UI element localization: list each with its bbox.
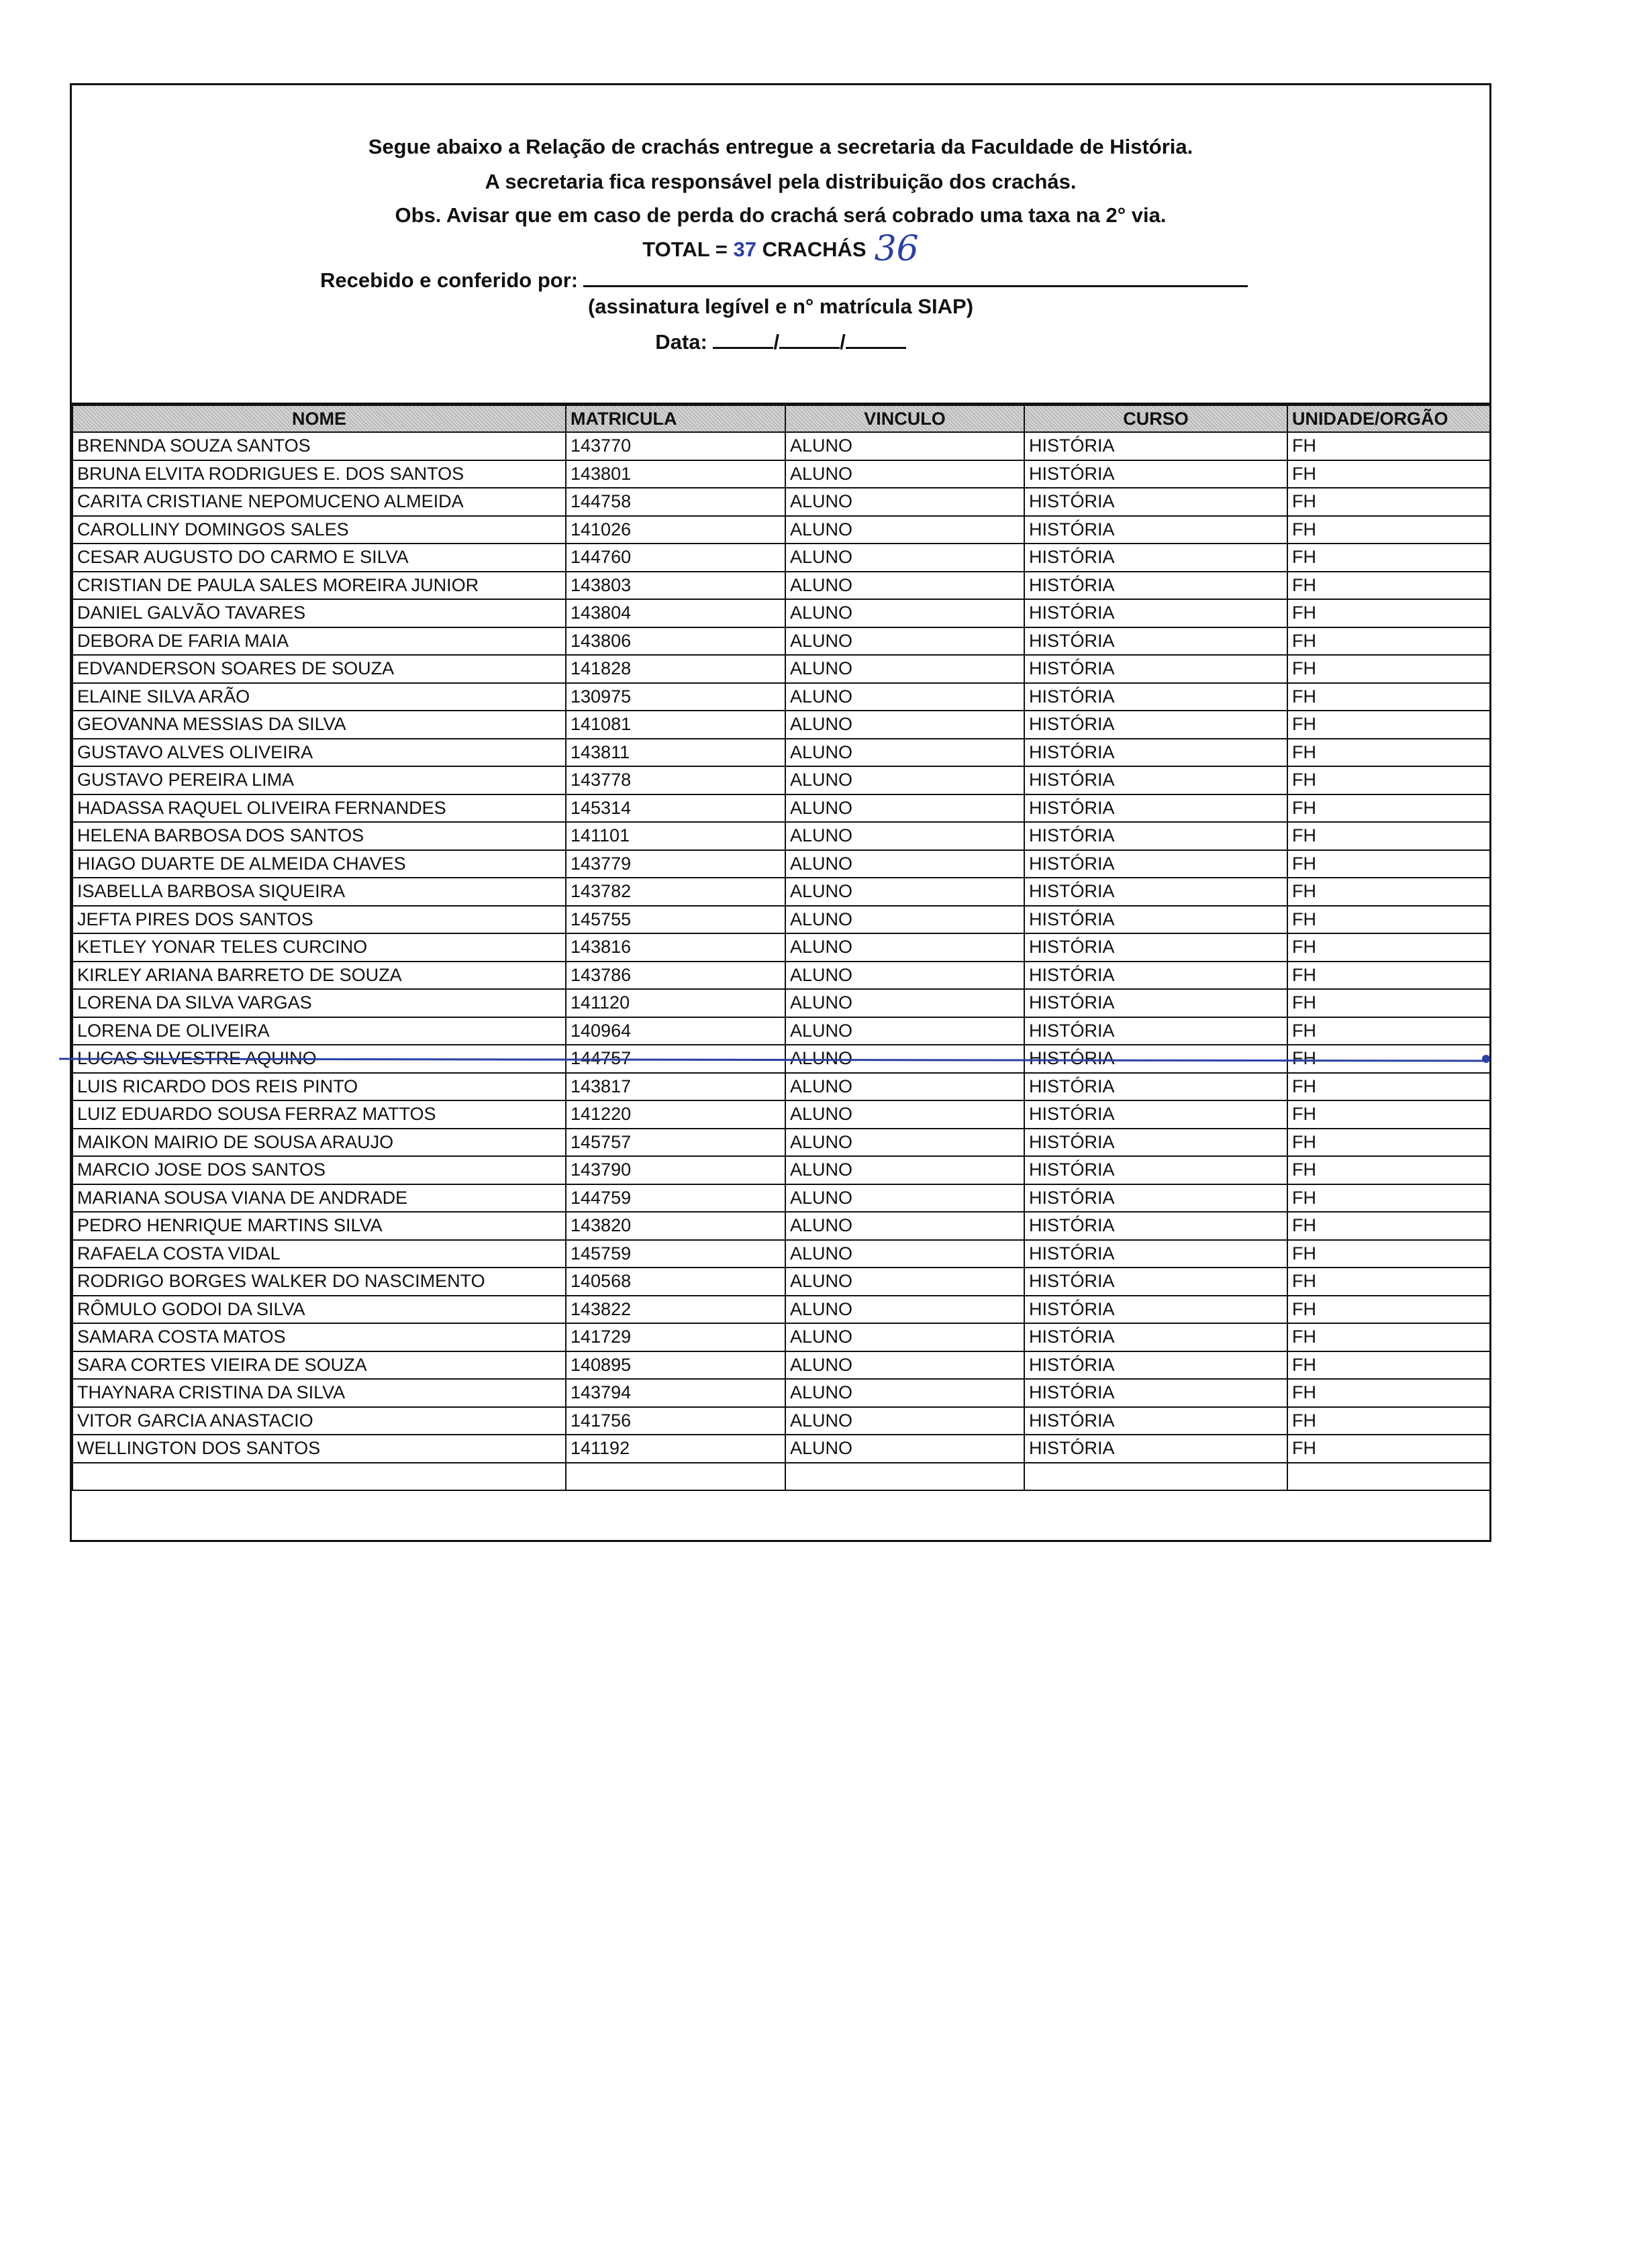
col-header-curso: CURSO <box>1024 405 1287 432</box>
cell-nome: SAMARA COSTA MATOS <box>72 1323 566 1351</box>
table-row <box>72 1156 1490 1184</box>
table-row <box>72 1435 1490 1463</box>
cell-curso: HISTÓRIA <box>1024 1323 1287 1351</box>
table-row <box>72 933 1490 962</box>
table-row <box>72 1296 1490 1324</box>
cell-vinculo: ALUNO <box>785 683 1024 711</box>
cell-nome: ISABELLA BARBOSA SIQUEIRA <box>72 878 566 906</box>
cell-curso: HISTÓRIA <box>1024 1100 1287 1129</box>
intro-line: Segue abaixo a Relação de crachás entregue a secretaria da Faculdade de História. <box>368 135 1193 158</box>
cell-vinculo: ALUNO <box>785 544 1024 572</box>
cell-vinculo: ALUNO <box>785 488 1024 516</box>
cell-unidade: FH <box>1287 460 1490 488</box>
cell-unidade: FH <box>1287 1100 1490 1129</box>
table-row <box>72 599 1490 627</box>
table-row <box>72 1100 1490 1129</box>
cell-matricula: 141729 <box>566 1323 785 1351</box>
cell-vinculo: ALUNO <box>785 1156 1024 1184</box>
cell-vinculo: ALUNO <box>785 1212 1024 1240</box>
cell-curso: HISTÓRIA <box>1024 572 1287 600</box>
cell-nome: HIAGO DUARTE DE ALMEIDA CHAVES <box>72 850 566 878</box>
cell-nome: ELAINE SILVA ARÃO <box>72 683 566 711</box>
table-header-row <box>72 405 1490 432</box>
cell-curso: HISTÓRIA <box>1024 850 1287 878</box>
cell-vinculo: ALUNO <box>785 850 1024 878</box>
cell-curso: HISTÓRIA <box>1024 794 1287 823</box>
date-year-field[interactable] <box>846 327 906 349</box>
cell-vinculo: ALUNO <box>785 1323 1024 1351</box>
cell-vinculo: ALUNO <box>785 1407 1024 1435</box>
table-row <box>72 1268 1490 1296</box>
cell-matricula: 141101 <box>566 822 785 850</box>
date-label: Data: <box>655 330 707 354</box>
cell-matricula: 143817 <box>566 1073 785 1101</box>
cell-curso: HISTÓRIA <box>1024 1184 1287 1213</box>
cell-unidade: FH <box>1287 627 1490 656</box>
table-row <box>72 711 1490 739</box>
cell-nome: SARA CORTES VIEIRA DE SOUZA <box>72 1351 566 1380</box>
table-row <box>72 683 1490 711</box>
cell-vinculo: ALUNO <box>785 962 1024 990</box>
cell-nome: GEOVANNA MESSIAS DA SILVA <box>72 711 566 739</box>
cell-nome: LUIS RICARDO DOS REIS PINTO <box>72 1073 566 1101</box>
cell-unidade: FH <box>1287 1240 1490 1268</box>
table-row <box>72 850 1490 878</box>
table-row <box>72 1129 1490 1157</box>
cell-matricula: 143786 <box>566 962 785 990</box>
cell-vinculo: ALUNO <box>785 711 1024 739</box>
cell-curso: HISTÓRIA <box>1024 1156 1287 1184</box>
cell-curso: HISTÓRIA <box>1024 1435 1287 1463</box>
cell-vinculo: ALUNO <box>785 1240 1024 1268</box>
cell-matricula: 141756 <box>566 1407 785 1435</box>
cell-unidade: FH <box>1287 989 1490 1017</box>
cell-matricula: 143782 <box>566 878 785 906</box>
cell-unidade: FH <box>1287 850 1490 878</box>
cell-vinculo: ALUNO <box>785 1045 1024 1073</box>
cell-nome: DEBORA DE FARIA MAIA <box>72 627 566 656</box>
cell-unidade: FH <box>1287 1156 1490 1184</box>
cell-nome: DANIEL GALVÃO TAVARES <box>72 599 566 627</box>
handwritten-total: 36 <box>874 229 919 269</box>
col-header-unidade: UNIDADE/ORGÃO <box>1287 405 1490 432</box>
cell-curso: HISTÓRIA <box>1024 1212 1287 1240</box>
cell-unidade: FH <box>1287 1351 1490 1380</box>
cell-vinculo: ALUNO <box>785 1184 1024 1213</box>
table-row <box>72 794 1490 823</box>
cell-nome: BRUNA ELVITA RODRIGUES E. DOS SANTOS <box>72 460 566 488</box>
cell-vinculo: ALUNO <box>785 655 1024 683</box>
cell-nome: GUSTAVO PEREIRA LIMA <box>72 766 566 794</box>
date-day-field[interactable] <box>713 327 773 349</box>
date-line: Data: / / <box>72 327 1489 356</box>
cell-matricula: 143806 <box>566 627 785 656</box>
table-row <box>72 739 1490 767</box>
cell-vinculo: ALUNO <box>785 822 1024 850</box>
cell-vinculo: ALUNO <box>785 906 1024 934</box>
cell-matricula: 140895 <box>566 1351 785 1380</box>
cell-unidade: FH <box>1287 1323 1490 1351</box>
cell-vinculo: ALUNO <box>785 933 1024 962</box>
cell-curso: HISTÓRIA <box>1024 906 1287 934</box>
table-row <box>72 1407 1490 1435</box>
cell-unidade: FH <box>1287 683 1490 711</box>
cell-nome: MARIANA SOUSA VIANA DE ANDRADE <box>72 1184 566 1213</box>
table-row <box>72 878 1490 906</box>
cell-matricula: 130975 <box>566 683 785 711</box>
cell-curso: HISTÓRIA <box>1024 544 1287 572</box>
table-row <box>72 906 1490 934</box>
cell-matricula: 145759 <box>566 1240 785 1268</box>
cell-curso: HISTÓRIA <box>1024 599 1287 627</box>
cell-vinculo: ALUNO <box>785 1017 1024 1045</box>
responsibility-line: A secretaria fica responsável pela distribuição dos crachás. <box>485 170 1077 193</box>
cell-curso: HISTÓRIA <box>1024 1129 1287 1157</box>
cell-nome: WELLINGTON DOS SANTOS <box>72 1435 566 1463</box>
total-suffix: CRACHÁS <box>756 238 867 261</box>
cell-curso: HISTÓRIA <box>1024 989 1287 1017</box>
col-header-vinculo: VINCULO <box>785 405 1024 432</box>
cell-vinculo: ALUNO <box>785 1129 1024 1157</box>
cell-nome: VITOR GARCIA ANASTACIO <box>72 1407 566 1435</box>
cell-unidade: FH <box>1287 1435 1490 1463</box>
cell-vinculo: ALUNO <box>785 739 1024 767</box>
table-row <box>72 1379 1490 1407</box>
cell-unidade: FH <box>1287 906 1490 934</box>
cell-unidade: FH <box>1287 1017 1490 1045</box>
cell-unidade: FH <box>1287 1212 1490 1240</box>
cell-nome: PEDRO HENRIQUE MARTINS SILVA <box>72 1212 566 1240</box>
total-prefix: TOTAL = <box>642 238 734 261</box>
signature-note: (assinatura legível e n° matrícula SIAP) <box>587 295 974 318</box>
cell-curso: HISTÓRIA <box>1024 766 1287 794</box>
total-struck-number: 37 <box>733 238 756 261</box>
cell-nome: CRISTIAN DE PAULA SALES MOREIRA JUNIOR <box>72 572 566 600</box>
table-row <box>72 488 1490 516</box>
date-month-field[interactable] <box>779 327 840 349</box>
cell-vinculo: ALUNO <box>785 1100 1024 1129</box>
cell-curso: HISTÓRIA <box>1024 516 1287 544</box>
cell-vinculo: ALUNO <box>785 460 1024 488</box>
cell-vinculo: ALUNO <box>785 1379 1024 1407</box>
cell-vinculo: ALUNO <box>785 878 1024 906</box>
cell-curso <box>1024 1463 1287 1491</box>
cell-curso: HISTÓRIA <box>1024 711 1287 739</box>
table-row <box>72 432 1490 460</box>
cell-nome: HELENA BARBOSA DOS SANTOS <box>72 822 566 850</box>
cell-unidade: FH <box>1287 1073 1490 1101</box>
cell-matricula: 143770 <box>566 432 785 460</box>
cell-unidade: FH <box>1287 432 1490 460</box>
cell-vinculo: ALUNO <box>785 1073 1024 1101</box>
cell-unidade: FH <box>1287 794 1490 823</box>
cell-matricula <box>566 1463 785 1491</box>
received-label: Recebido e conferido por: <box>320 268 579 292</box>
table-row <box>72 1323 1490 1351</box>
document-header <box>72 85 1489 405</box>
cell-vinculo: ALUNO <box>785 572 1024 600</box>
cell-curso: HISTÓRIA <box>1024 1073 1287 1101</box>
cell-matricula: 145757 <box>566 1129 785 1157</box>
badge-list-sheet <box>70 83 1491 1542</box>
cell-matricula: 143779 <box>566 850 785 878</box>
table-row <box>72 822 1490 850</box>
cell-unidade: FH <box>1287 1407 1490 1435</box>
table-row <box>72 1240 1490 1268</box>
signature-field[interactable] <box>583 264 1248 287</box>
cell-unidade: FH <box>1287 544 1490 572</box>
cell-matricula: 145314 <box>566 794 785 823</box>
cell-vinculo: ALUNO <box>785 794 1024 823</box>
cell-matricula: 143790 <box>566 1156 785 1184</box>
cell-unidade: FH <box>1287 599 1490 627</box>
cell-unidade: FH <box>1287 1045 1490 1073</box>
cell-matricula: 143778 <box>566 766 785 794</box>
cell-nome: CESAR AUGUSTO DO CARMO E SILVA <box>72 544 566 572</box>
cell-nome: CAROLLINY DOMINGOS SALES <box>72 516 566 544</box>
table-body <box>72 432 1490 1490</box>
cell-unidade: FH <box>1287 962 1490 990</box>
cell-nome: HADASSA RAQUEL OLIVEIRA FERNANDES <box>72 794 566 823</box>
cell-curso: HISTÓRIA <box>1024 1407 1287 1435</box>
cell-unidade: FH <box>1287 1268 1490 1296</box>
cell-matricula: 144757 <box>566 1045 785 1073</box>
cell-matricula: 141828 <box>566 655 785 683</box>
cell-vinculo <box>785 1463 1024 1491</box>
cell-matricula: 143822 <box>566 1296 785 1324</box>
cell-nome: GUSTAVO ALVES OLIVEIRA <box>72 739 566 767</box>
cell-nome: THAYNARA CRISTINA DA SILVA <box>72 1379 566 1407</box>
cell-vinculo: ALUNO <box>785 1296 1024 1324</box>
cell-curso: HISTÓRIA <box>1024 878 1287 906</box>
table-row <box>72 1017 1490 1045</box>
cell-matricula: 143794 <box>566 1379 785 1407</box>
cell-unidade: FH <box>1287 516 1490 544</box>
table-row <box>72 1212 1490 1240</box>
cell-curso: HISTÓRIA <box>1024 933 1287 962</box>
cell-matricula: 145755 <box>566 906 785 934</box>
cell-matricula: 143804 <box>566 599 785 627</box>
badge-table <box>72 405 1491 1491</box>
cell-unidade: FH <box>1287 1184 1490 1213</box>
cell-unidade: FH <box>1287 1129 1490 1157</box>
cell-nome: LORENA DE OLIVEIRA <box>72 1017 566 1045</box>
cell-unidade: FH <box>1287 572 1490 600</box>
cell-nome: CARITA CRISTIANE NEPOMUCENO ALMEIDA <box>72 488 566 516</box>
cell-curso: HISTÓRIA <box>1024 488 1287 516</box>
cell-matricula: 141120 <box>566 989 785 1017</box>
cell-unidade: FH <box>1287 878 1490 906</box>
cell-nome: LUCAS SILVESTRE AQUINO <box>72 1045 566 1073</box>
cell-curso: HISTÓRIA <box>1024 1379 1287 1407</box>
table-row <box>72 627 1490 656</box>
cell-matricula: 143816 <box>566 933 785 962</box>
cell-nome: EDVANDERSON SOARES DE SOUZA <box>72 655 566 683</box>
cell-vinculo: ALUNO <box>785 1268 1024 1296</box>
cell-curso: HISTÓRIA <box>1024 1351 1287 1380</box>
table-row <box>72 1351 1490 1380</box>
cell-curso: HISTÓRIA <box>1024 1296 1287 1324</box>
cell-matricula: 141081 <box>566 711 785 739</box>
cell-matricula: 143811 <box>566 739 785 767</box>
cell-unidade: FH <box>1287 766 1490 794</box>
cell-matricula: 143803 <box>566 572 785 600</box>
cell-matricula: 144759 <box>566 1184 785 1213</box>
table-row <box>72 1184 1490 1213</box>
observation-line: Obs. Avisar que em caso de perda do crachá será cobrado uma taxa na 2° via. <box>395 203 1167 227</box>
cell-nome: MAIKON MAIRIO DE SOUSA ARAUJO <box>72 1129 566 1157</box>
table-row <box>72 1073 1490 1101</box>
cell-vinculo: ALUNO <box>785 432 1024 460</box>
table-row <box>72 572 1490 600</box>
cell-nome: RAFAELA COSTA VIDAL <box>72 1240 566 1268</box>
total-line <box>72 229 1489 269</box>
cell-nome: LORENA DA SILVA VARGAS <box>72 989 566 1017</box>
cell-matricula: 143801 <box>566 460 785 488</box>
cell-nome: KIRLEY ARIANA BARRETO DE SOUZA <box>72 962 566 990</box>
cell-unidade: FH <box>1287 739 1490 767</box>
cell-curso: HISTÓRIA <box>1024 962 1287 990</box>
cell-nome <box>72 1463 566 1491</box>
cell-unidade: FH <box>1287 1296 1490 1324</box>
cell-matricula: 144758 <box>566 488 785 516</box>
cell-unidade: FH <box>1287 488 1490 516</box>
table-row <box>72 544 1490 572</box>
table-row <box>72 766 1490 794</box>
cell-unidade: FH <box>1287 1379 1490 1407</box>
table-row <box>72 655 1490 683</box>
cell-nome: KETLEY YONAR TELES CURCINO <box>72 933 566 962</box>
cell-vinculo: ALUNO <box>785 989 1024 1017</box>
table-row <box>72 1463 1490 1491</box>
table-row <box>72 989 1490 1017</box>
cell-matricula: 143820 <box>566 1212 785 1240</box>
cell-curso: HISTÓRIA <box>1024 1240 1287 1268</box>
cell-matricula: 144760 <box>566 544 785 572</box>
cell-curso: HISTÓRIA <box>1024 822 1287 850</box>
cell-vinculo: ALUNO <box>785 1351 1024 1380</box>
cell-curso: HISTÓRIA <box>1024 739 1287 767</box>
cell-vinculo: ALUNO <box>785 599 1024 627</box>
cell-nome: LUIZ EDUARDO SOUSA FERRAZ MATTOS <box>72 1100 566 1129</box>
pen-mark <box>1482 1055 1490 1063</box>
cell-nome: RÔMULO GODOI DA SILVA <box>72 1296 566 1324</box>
cell-nome: RODRIGO BORGES WALKER DO NASCIMENTO <box>72 1268 566 1296</box>
col-header-nome: NOME <box>72 405 566 432</box>
cell-matricula: 140964 <box>566 1017 785 1045</box>
cell-nome: MARCIO JOSE DOS SANTOS <box>72 1156 566 1184</box>
cell-curso: HISTÓRIA <box>1024 627 1287 656</box>
cell-matricula: 141192 <box>566 1435 785 1463</box>
table-row <box>72 516 1490 544</box>
cell-curso: HISTÓRIA <box>1024 460 1287 488</box>
cell-curso: HISTÓRIA <box>1024 1045 1287 1073</box>
cell-unidade: FH <box>1287 933 1490 962</box>
cell-matricula: 141026 <box>566 516 785 544</box>
table-row <box>72 962 1490 990</box>
received-line <box>320 264 1248 294</box>
cell-curso: HISTÓRIA <box>1024 1268 1287 1296</box>
cell-matricula: 140568 <box>566 1268 785 1296</box>
cell-nome: BRENNDA SOUZA SANTOS <box>72 432 566 460</box>
cell-nome: JEFTA PIRES DOS SANTOS <box>72 906 566 934</box>
cell-vinculo: ALUNO <box>785 516 1024 544</box>
cell-vinculo: ALUNO <box>785 627 1024 656</box>
cell-unidade: FH <box>1287 822 1490 850</box>
col-header-matricula: MATRICULA <box>566 405 785 432</box>
cell-curso: HISTÓRIA <box>1024 1017 1287 1045</box>
cell-curso: HISTÓRIA <box>1024 432 1287 460</box>
cell-unidade: FH <box>1287 655 1490 683</box>
cell-curso: HISTÓRIA <box>1024 655 1287 683</box>
cell-curso: HISTÓRIA <box>1024 683 1287 711</box>
cell-unidade: FH <box>1287 711 1490 739</box>
cell-matricula: 141220 <box>566 1100 785 1129</box>
cell-unidade <box>1287 1463 1490 1491</box>
cell-vinculo: ALUNO <box>785 1435 1024 1463</box>
cell-vinculo: ALUNO <box>785 766 1024 794</box>
table-row <box>72 460 1490 488</box>
